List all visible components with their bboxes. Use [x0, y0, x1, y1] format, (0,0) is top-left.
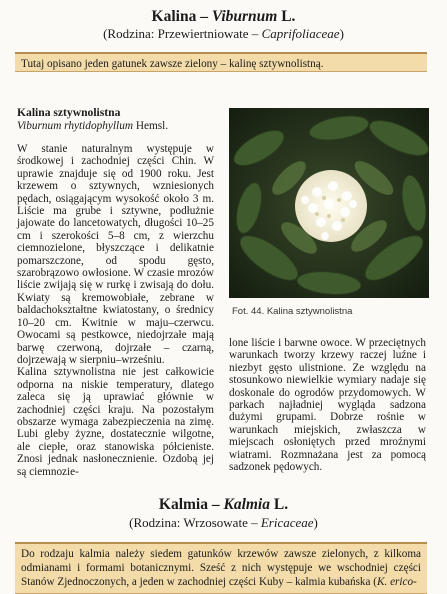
family-line-kalina: [0, 26, 447, 42]
family-latin: Caprifoliaceae: [261, 26, 340, 41]
family-latin: Ericaceae: [260, 515, 314, 530]
family-suffix: ): [339, 26, 344, 41]
species-latin-italic: Viburnum rhytidophyllum: [17, 120, 133, 132]
paragraph: W stanie naturalnym występuje w środkowej i zachodniej części Chin. W uprawie znajduje się od 1900 roku. Jest krzewem o sztywnych, wzniesionych pędach, osiągającym wysokość około 3 m. Liście ma grube i sztywne, podłużnie jajowate do lancetowatych, długości 10–25 cm i szerokości 5–8 cm, z wierzchu ciemnozielone, błyszczące i delikatnie pomarszczone, od spodu gęsto, szarobrązowo owłosione. W czasie mrozów liście zwijają się w rurkę i zwisają do dołu. Kwiaty są kremowobiałe, zebrane w baldachokształtne kwiatostany, o średnicy 10–20 cm. Kwitnie w maju–czerwcu. Owocami są pestkowce, niedojrzałe mają barwę czerwoną, dojrzałe – czarną, dojrzewają w sierpniu–wrześniu.: [17, 143, 214, 366]
genus-heading-suffix: L.: [270, 496, 289, 513]
plant-photo-illustration: [229, 108, 429, 298]
genus-heading-kalmia: [0, 496, 447, 514]
family-prefix: (Rodzina: Przewiertniowate –: [103, 26, 262, 41]
genus-heading-kalina: [0, 8, 447, 26]
left-text-column: [17, 143, 214, 478]
info-box-kalina: [15, 52, 427, 72]
family-prefix: (Rodzina: Wrzosowate –: [129, 515, 261, 530]
species-latin-name: [17, 120, 168, 132]
right-text-column: [229, 337, 426, 473]
paragraph: lone liście i barwne owoce. W przeciętnych warunkach tworzy krzewy raczej luźne i niezbyt gęsto ulistnione. Ze względu na stosunkowo niewielkie wymiary nadaje się doskonale do ogrodów przydomowych. W parkach najładniej wygląda sadzona dużymi grupami. Dobrze rośnie w warunkach miejskich, zwłaszcza w miejscach osłoniętych przed mroźnymi wiatrami. Rozmnażana jest za pomocą sadzonek pędowych.: [229, 337, 426, 474]
info-box-text: Do rodzaju kalmia należy siedem gatunków krzewów zawsze zielonych, z kilkoma odmianami i formami botanicznymi. Sześć z nich występuje we wschodniej części Stanów Zjednoczonych, a jeden w zachodniej części Kuby – kalmia kubańska (: [21, 548, 421, 588]
family-line-kalmia: [0, 515, 447, 531]
genus-heading-latin: Viburnum: [211, 8, 278, 25]
photo-viburnum-rhytidophyllum: [229, 108, 429, 298]
genus-heading-prefix: Kalmia –: [158, 496, 224, 513]
genus-heading-latin: Kalmia: [223, 496, 270, 513]
species-author: Hemsl.: [133, 120, 169, 132]
info-box-italic: K. erico-: [377, 576, 417, 588]
genus-heading-suffix: L.: [277, 8, 296, 25]
info-box-kalmia: [15, 542, 427, 594]
paragraph: Kalina sztywnolistna nie jest całkowicie odporna na niskie temperatury, dlatego zaleca się ją uprawiać głównie w zachodniej części kraju. Na pozostałym obszarze wymaga zabezpieczenia na zimę. Lubi gleby żyzne, dostatecznie wilgotne, ale ciepłe, oraz stanowiska półcieniste. Znosi jednak nasłonecznienie. Ozdobą jej są ciemnozie-: [17, 366, 214, 478]
species-title: Kalina sztywnolistna: [17, 106, 121, 119]
info-box-text: Tutaj opisano jeden gatunek zawsze zielony – kalinę sztywnolistną.: [21, 58, 324, 70]
family-suffix: ): [313, 515, 318, 530]
genus-heading-prefix: Kalina –: [151, 8, 212, 25]
photo-caption: Fot. 44. Kalina sztywnolistna: [232, 306, 353, 317]
